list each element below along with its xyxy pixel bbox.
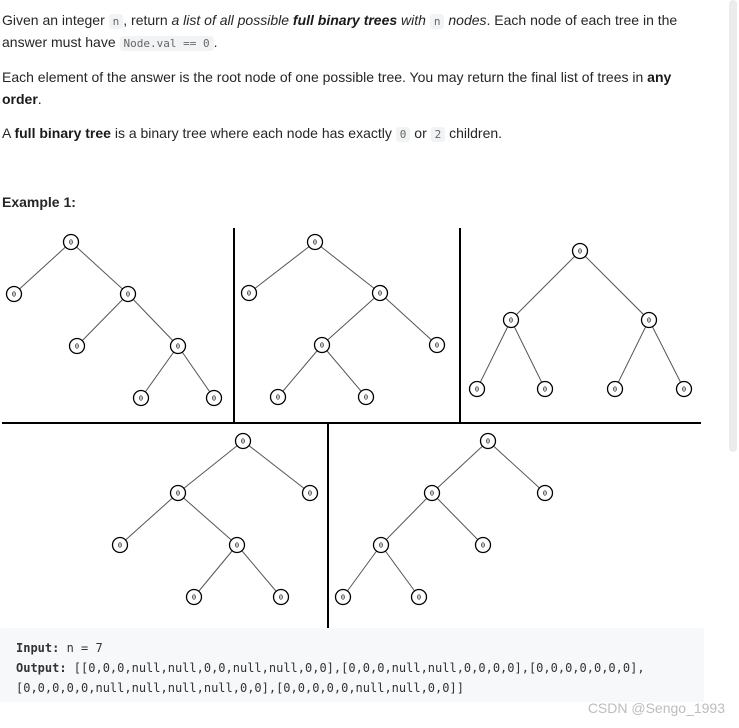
input-line: [16, 638, 103, 658]
tree-node: [7, 287, 22, 302]
para-3-bold: full binary tree: [14, 125, 111, 141]
tree-edge: [488, 441, 545, 493]
tree-edge: [380, 293, 437, 345]
tree-node: [171, 486, 186, 501]
tree-edge: [477, 320, 511, 389]
tree-node: [481, 434, 496, 449]
tree-edge: [615, 320, 649, 389]
tree-edge: [120, 493, 178, 545]
tree-edge: [237, 545, 281, 597]
tree-node: [113, 538, 128, 553]
tree-node: [538, 486, 553, 501]
intro-italic: a list of all possible: [171, 12, 293, 28]
output-value-2: [0,0,0,0,0,null,null,null,null,0,0],[0,0,0,0,0,null,null,0,0]]: [16, 681, 464, 695]
example-title: Example 1:: [2, 194, 76, 210]
tree-node: [236, 434, 251, 449]
vertical-scrollbar[interactable]: [729, 0, 737, 452]
tree-node-label: 0: [542, 489, 548, 498]
tree-node-label: 0: [378, 541, 384, 550]
para-2-text: Each element of the answer is the root node of one possible tree. You may return the final list of trees in: [2, 69, 648, 85]
para-2-line-2: [2, 88, 42, 110]
tree-node: [476, 538, 491, 553]
tree-node-label: 0: [508, 316, 514, 325]
tree-node-label: 0: [175, 342, 181, 351]
tree-edge: [128, 294, 178, 346]
tree-node: [374, 538, 389, 553]
tree-node: [70, 339, 85, 354]
para-3: [2, 122, 502, 146]
full-binary-trees-figure: [0, 226, 710, 628]
tree-node: [242, 286, 257, 301]
tree-edge: [511, 251, 580, 320]
tree-node-label: 0: [363, 393, 369, 402]
tree-node-label: 0: [138, 394, 144, 403]
tree-node-label: 0: [312, 238, 318, 247]
tree-node: [677, 382, 692, 397]
tree-node-label: 0: [681, 385, 687, 394]
code-n: n: [109, 14, 124, 29]
tree-edge: [77, 294, 128, 346]
para-2-bold: order: [2, 91, 38, 107]
input-label: Input:: [16, 641, 60, 655]
tree-edge: [381, 493, 432, 545]
tree-node: [207, 391, 222, 406]
intro-italic: nodes: [444, 12, 487, 28]
tree-node: [274, 590, 289, 605]
tree-node: [425, 486, 440, 501]
tree-5: [336, 434, 553, 605]
tree-node: [230, 538, 245, 553]
output-line-1: [16, 658, 645, 678]
intro-text: answer must have: [2, 34, 120, 50]
tree-edge: [178, 493, 237, 545]
tree-2: [242, 235, 445, 405]
tree-node-label: 0: [377, 289, 383, 298]
tree-edge: [432, 441, 488, 493]
tree-node: [504, 313, 519, 328]
tree-edge: [322, 293, 380, 345]
para-2-bold: any: [647, 69, 672, 85]
tree-3: [470, 244, 692, 397]
tree-edge: [315, 242, 380, 293]
tree-node-label: 0: [191, 593, 197, 602]
intro-line-2: [2, 31, 217, 55]
tree-edge: [511, 320, 545, 389]
tree-node-label: 0: [429, 489, 435, 498]
tree-node-label: 0: [485, 437, 491, 446]
tree-node: [359, 390, 374, 405]
code-zero: 0: [396, 127, 411, 142]
tree-node: [134, 391, 149, 406]
example-io-block: [0, 628, 704, 702]
tree-node-label: 0: [117, 541, 123, 550]
tree-1: [7, 235, 222, 406]
tree-edge: [14, 242, 71, 294]
input-value: n = 7: [59, 641, 103, 655]
tree-node: [64, 235, 79, 250]
tree-node-label: 0: [211, 394, 217, 403]
tree-node: [308, 235, 323, 250]
intro-bold-italic: full binary trees: [292, 12, 398, 28]
tree-edge: [278, 345, 322, 397]
tree-node-label: 0: [175, 489, 181, 498]
intro-italic: with: [397, 12, 430, 28]
tree-node-label: 0: [340, 593, 346, 602]
para-3-text: or: [410, 125, 431, 141]
tree-node: [538, 382, 553, 397]
tree-node: [315, 338, 330, 353]
tree-node-label: 0: [68, 238, 74, 247]
code-two: 2: [431, 127, 446, 142]
tree-node: [336, 590, 351, 605]
tree-node-label: 0: [319, 341, 325, 350]
para-3-text: children.: [445, 125, 503, 141]
para-2-text: .: [37, 91, 42, 107]
tree-4: [113, 434, 318, 605]
output-label: Output:: [16, 661, 67, 675]
watermark: CSDN @Sengo_1993: [587, 700, 725, 716]
tree-edge: [322, 345, 366, 397]
tree-edge: [243, 441, 310, 493]
tree-node-label: 0: [240, 437, 246, 446]
tree-edge: [381, 545, 419, 597]
tree-edge: [178, 441, 243, 493]
tree-node: [303, 486, 318, 501]
tree-node: [171, 339, 186, 354]
tree-node-label: 0: [646, 316, 652, 325]
para-2-line-1: [2, 66, 671, 88]
tree-edge: [249, 242, 315, 293]
code-node-val: Node.val == 0: [120, 36, 214, 51]
tree-node: [430, 338, 445, 353]
tree-node: [608, 382, 623, 397]
tree-node-label: 0: [11, 290, 17, 299]
tree-node: [470, 382, 485, 397]
intro-text: .: [213, 34, 218, 50]
tree-edge: [343, 545, 381, 597]
tree-edge: [432, 493, 483, 545]
tree-edge: [141, 346, 178, 398]
tree-node: [412, 590, 427, 605]
code-n: n: [430, 14, 445, 29]
tree-edge: [178, 346, 214, 398]
tree-node-label: 0: [577, 247, 583, 256]
tree-node-label: 0: [246, 289, 252, 298]
tree-edge: [194, 545, 237, 597]
tree-node-label: 0: [234, 541, 240, 550]
tree-node-label: 0: [416, 593, 422, 602]
tree-edge: [71, 242, 128, 294]
tree-node: [187, 590, 202, 605]
tree-node: [573, 244, 588, 259]
tree-edge: [649, 320, 684, 389]
tree-node-label: 0: [307, 489, 313, 498]
intro-line-1: [2, 9, 677, 33]
intro-text: . Each node of each tree in the: [486, 12, 678, 28]
tree-node-label: 0: [74, 342, 80, 351]
output-line-2: [16, 678, 464, 698]
tree-node-label: 0: [480, 541, 486, 550]
tree-edge: [580, 251, 649, 320]
tree-node: [642, 313, 657, 328]
tree-node-label: 0: [275, 393, 281, 402]
tree-node-label: 0: [278, 593, 284, 602]
tree-node: [121, 287, 136, 302]
para-3-text: is a binary tree where each node has exactly: [110, 125, 396, 141]
tree-node-label: 0: [474, 385, 480, 394]
tree-node: [271, 390, 286, 405]
tree-node-label: 0: [612, 385, 618, 394]
tree-node-label: 0: [434, 341, 440, 350]
output-value-1: [[0,0,0,null,null,0,0,null,null,0,0],[0,0,0,null,null,0,0,0,0],[0,0,0,0,0,0,0],: [66, 661, 645, 675]
tree-node: [373, 286, 388, 301]
tree-node-label: 0: [542, 385, 548, 394]
tree-node-label: 0: [125, 290, 131, 299]
intro-text: , return: [123, 12, 172, 28]
intro-text: Given an integer: [2, 12, 109, 28]
para-3-text: A: [2, 125, 15, 141]
